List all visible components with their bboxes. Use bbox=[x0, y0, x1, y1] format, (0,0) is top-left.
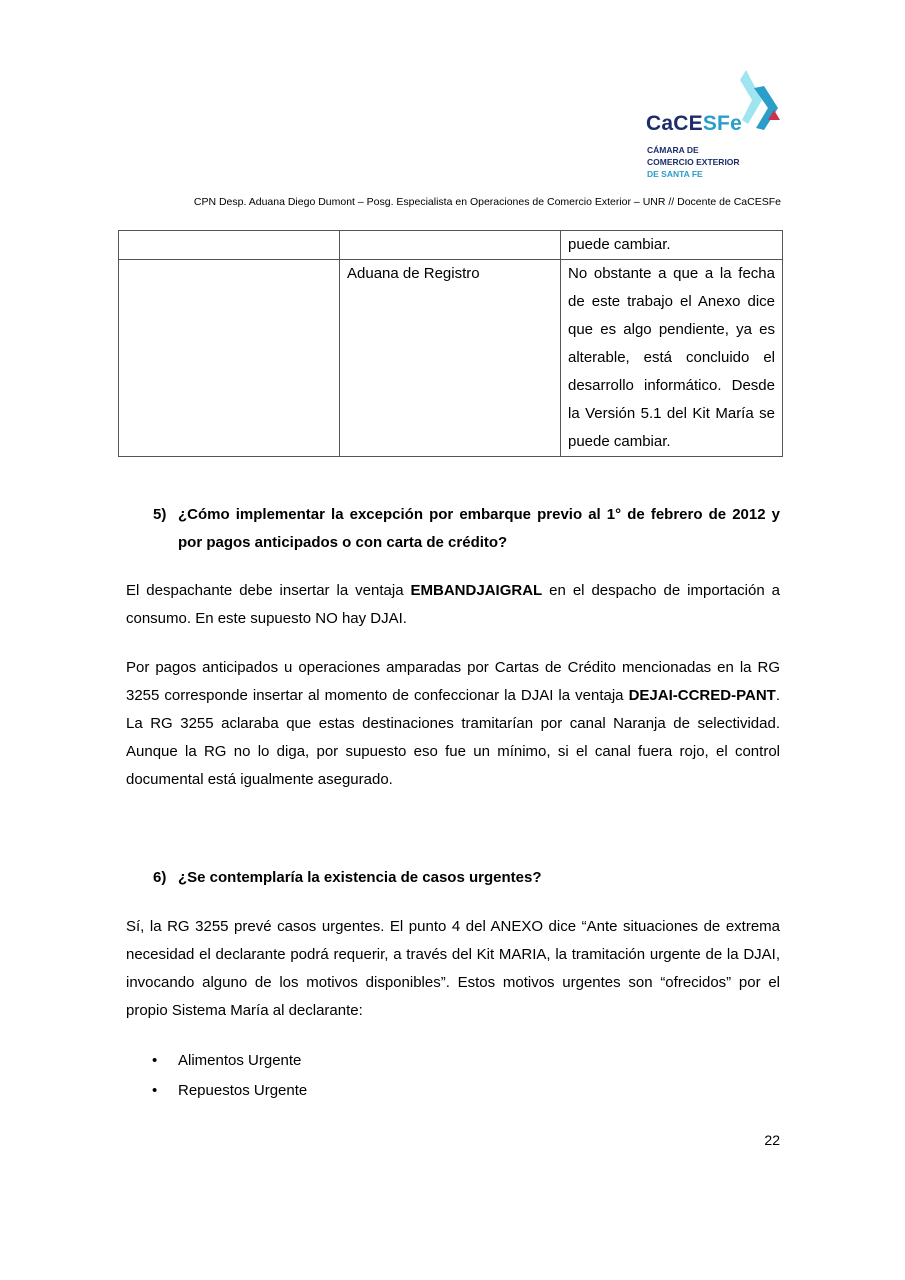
table-row bbox=[119, 231, 783, 260]
paragraph-embandjaigral: El despachante debe insertar la ventaja EMBANDJAIGRAL en el despacho de importación a consumo. En este supuesto NO hay DJAI. bbox=[126, 582, 780, 627]
table-cell bbox=[119, 231, 340, 260]
section-5-heading: ¿Cómo implementar la excepción por embarque previo al 1° de febrero de 2012 y por pagos anticipados o con carta de crédito? bbox=[178, 506, 780, 551]
table-row bbox=[119, 260, 783, 457]
page-header: CPN Desp. Aduana Diego Dumont – Posg. Especialista en Operaciones de Comercio Exterior – UNR // Docente de CaCESFe bbox=[193, 196, 781, 208]
table-cell: Aduana de Registro bbox=[340, 260, 561, 457]
page-number: 22 bbox=[764, 1132, 780, 1148]
table-cell: No obstante a que a la fecha de este trabajo el Anexo dice que es algo pendiente, ya es alterable, está concluido el desarrollo informático. Desde la Versión 5.1 del Kit María se puede cambiar. bbox=[561, 260, 783, 457]
table-cell: puede cambiar. bbox=[561, 231, 783, 260]
logo-line-1: CÁMARA DE bbox=[647, 145, 699, 155]
table-cell bbox=[119, 260, 340, 457]
cacesfe-logo bbox=[644, 68, 784, 186]
paragraph-pagos-anticipados: Por pagos anticipados u operaciones amparadas por Cartas de Crédito mencionadas en la RG 3255 corresponde insertar al momento de confeccionar la DJAI la ventaja DEJAI-CCRED-PANT. La RG 3255 aclaraba que estas destinaciones tramitarían por canal Naranja de selectividad. Aunque la RG no lo diga, por supuesto eso fue un mínimo, si el canal fuera rojo, el control documental está igualmente asegurado. bbox=[126, 659, 780, 788]
section-5-number: 5) bbox=[153, 506, 167, 523]
chevron-logo-icon bbox=[740, 68, 782, 134]
list-item: Alimentos Urgente bbox=[178, 1052, 302, 1069]
paragraph-casos-urgentes: Sí, la RG 3255 prevé casos urgentes. El punto 4 del ANEXO dice “Ante situaciones de extrema necesidad el declarante podrá requerir, a través del Kit MARIA, la tramitación urgente de la DJAI, invocando alguno de los motivos disponibles”. Estos motivos urgentes son “ofrecidos” por el propio Sistema María al declarante: bbox=[126, 918, 780, 1019]
logo-line-2: COMERCIO EXTERIOR bbox=[647, 157, 740, 167]
list-item: Repuestos Urgente bbox=[178, 1082, 308, 1099]
bullet-marker: • bbox=[152, 1052, 158, 1069]
continuation-table bbox=[118, 230, 783, 457]
logo-line-3: DE SANTA FE bbox=[647, 169, 703, 179]
table-cell bbox=[340, 231, 561, 260]
section-6-heading: ¿Se contemplaría la existencia de casos urgentes? bbox=[178, 869, 542, 886]
section-6-number: 6) bbox=[153, 869, 167, 886]
logo-wordmark: CaCESFe bbox=[646, 112, 742, 135]
bullet-marker: • bbox=[152, 1082, 158, 1099]
